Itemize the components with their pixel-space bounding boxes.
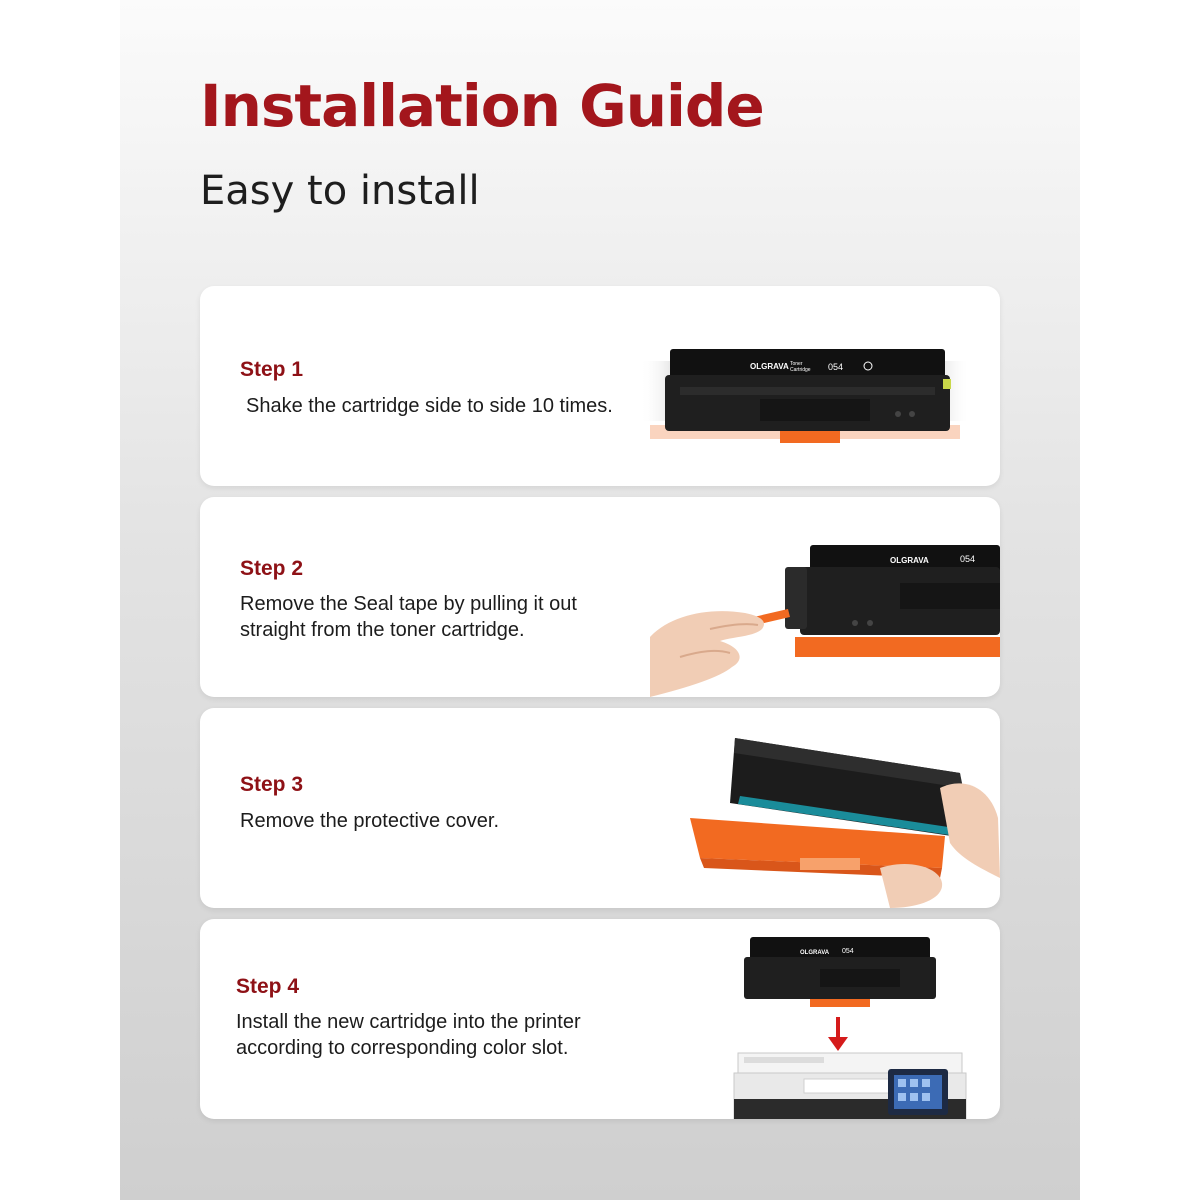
- cartridge-model-label-4: 054: [842, 948, 854, 955]
- step-3-card: [200, 708, 1000, 908]
- cartridge-toner-label-2: Cartridge: [790, 367, 811, 373]
- step-1-title: Step 1: [240, 358, 304, 381]
- cartridge-toner-label-1: Toner: [790, 361, 803, 367]
- cartridge-brand-label-4: OLGRAVA: [800, 950, 830, 956]
- cartridge-into-printer-icon: [720, 929, 980, 1119]
- page-subtitle: Easy to install: [200, 168, 480, 214]
- toner-cartridge-shaking-icon: [640, 341, 970, 451]
- step-4-title: Step 4: [236, 975, 300, 998]
- step-4-description-line-1: Install the new cartridge into the printer: [236, 1011, 581, 1033]
- step-1-description: Shake the cartridge side to side 10 times.: [246, 395, 613, 417]
- step-3-title: Step 3: [240, 773, 304, 796]
- hand-pulling-seal-tape-icon: [650, 537, 1000, 697]
- page-title: Installation Guide: [200, 72, 764, 140]
- cartridge-brand-label-2: OLGRAVA: [890, 556, 929, 565]
- step-1-card: [200, 286, 1000, 486]
- installation-guide-page: [120, 0, 1080, 1200]
- cartridge-model-label: 054: [828, 362, 844, 372]
- step-2-description-line-1: Remove the Seal tape by pulling it out: [240, 593, 577, 615]
- step-3-description: Remove the protective cover.: [240, 810, 500, 832]
- step-4-description-line-2: according to corresponding color slot.: [236, 1037, 569, 1059]
- step-2-description-line-2: straight from the toner cartridge.: [240, 619, 525, 641]
- step-2-card: [200, 497, 1000, 697]
- step-2-title: Step 2: [240, 557, 304, 580]
- cartridge-model-label-2: 054: [960, 554, 976, 564]
- hands-removing-protective-cover-icon: [680, 718, 1000, 908]
- step-4-card: [200, 919, 1000, 1119]
- cartridge-brand-label: OLGRAVA: [750, 362, 789, 371]
